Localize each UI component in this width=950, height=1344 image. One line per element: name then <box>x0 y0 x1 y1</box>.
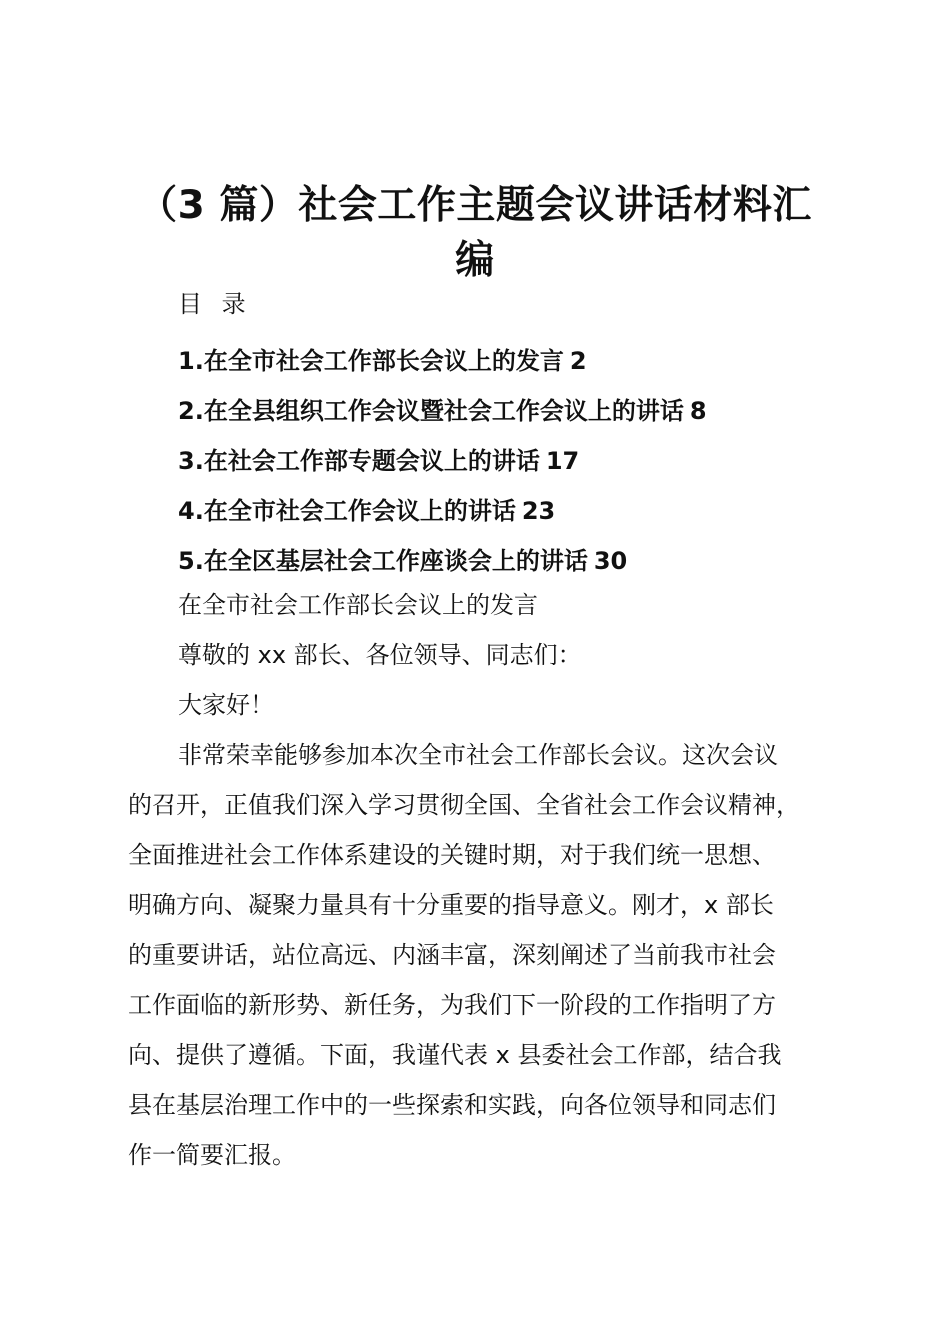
toc-item-label: 2.在全县组织工作会议暨社会工作会议上的讲话 <box>178 397 684 425</box>
toc-item[interactable] <box>178 536 707 586</box>
paragraph-line: 县在基层治理工作中的一些探索和实践，向各位领导和同志们 <box>128 1091 776 1119</box>
speech-heading: 在全市社会工作部长会议上的发言 <box>178 591 538 619</box>
table-of-contents <box>178 336 707 586</box>
toc-heading: 目 录 <box>178 290 252 318</box>
toc-item[interactable] <box>178 336 707 386</box>
paragraph-line: 向、提供了遵循。下面，我谨代表 x 县委社会工作部，结合我 <box>128 1041 782 1069</box>
paragraph-line: 非常荣幸能够参加本次全市社会工作部长会议。这次会议 <box>178 741 778 769</box>
toc-item-label: 5.在全区基层社会工作座谈会上的讲话 <box>178 547 588 575</box>
toc-item-page: 17 <box>545 447 580 475</box>
toc-item-page: 30 <box>593 547 628 575</box>
paragraph-line: 的召开，正值我们深入学习贯彻全国、全省社会工作会议精神， <box>128 791 800 819</box>
toc-item[interactable] <box>178 386 707 436</box>
toc-item-page: 23 <box>521 497 556 525</box>
toc-item[interactable] <box>178 436 707 486</box>
toc-item-label: 4.在全市社会工作会议上的讲话 <box>178 497 516 525</box>
document-title-line-2: 编 <box>455 238 495 283</box>
speech-greeting: 大家好！ <box>178 691 274 719</box>
document-title <box>110 178 840 288</box>
paragraph-line: 全面推进社会工作体系建设的关键时期，对于我们统一思想、 <box>128 841 776 869</box>
toc-item[interactable] <box>178 486 707 536</box>
speech-body <box>128 580 848 1180</box>
toc-item-page: 2 <box>569 347 587 375</box>
paragraph-line: 作一简要汇报。 <box>128 1141 296 1169</box>
document-title-line-1: （3 篇）社会工作主题会议讲话材料汇 <box>138 183 812 228</box>
toc-item-label: 3.在社会工作部专题会议上的讲话 <box>178 447 540 475</box>
paragraph-line: 明确方向、凝聚力量具有十分重要的指导意义。刚才，x 部长 <box>128 891 774 919</box>
speech-salutation: 尊敬的 xx 部长、各位领导、同志们： <box>178 641 582 669</box>
paragraph-line: 的重要讲话，站位高远、内涵丰富，深刻阐述了当前我市社会 <box>128 941 776 969</box>
toc-item-page: 8 <box>689 397 707 425</box>
toc-item-label: 1.在全市社会工作部长会议上的发言 <box>178 347 564 375</box>
paragraph-line: 工作面临的新形势、新任务，为我们下一阶段的工作指明了方 <box>128 991 776 1019</box>
